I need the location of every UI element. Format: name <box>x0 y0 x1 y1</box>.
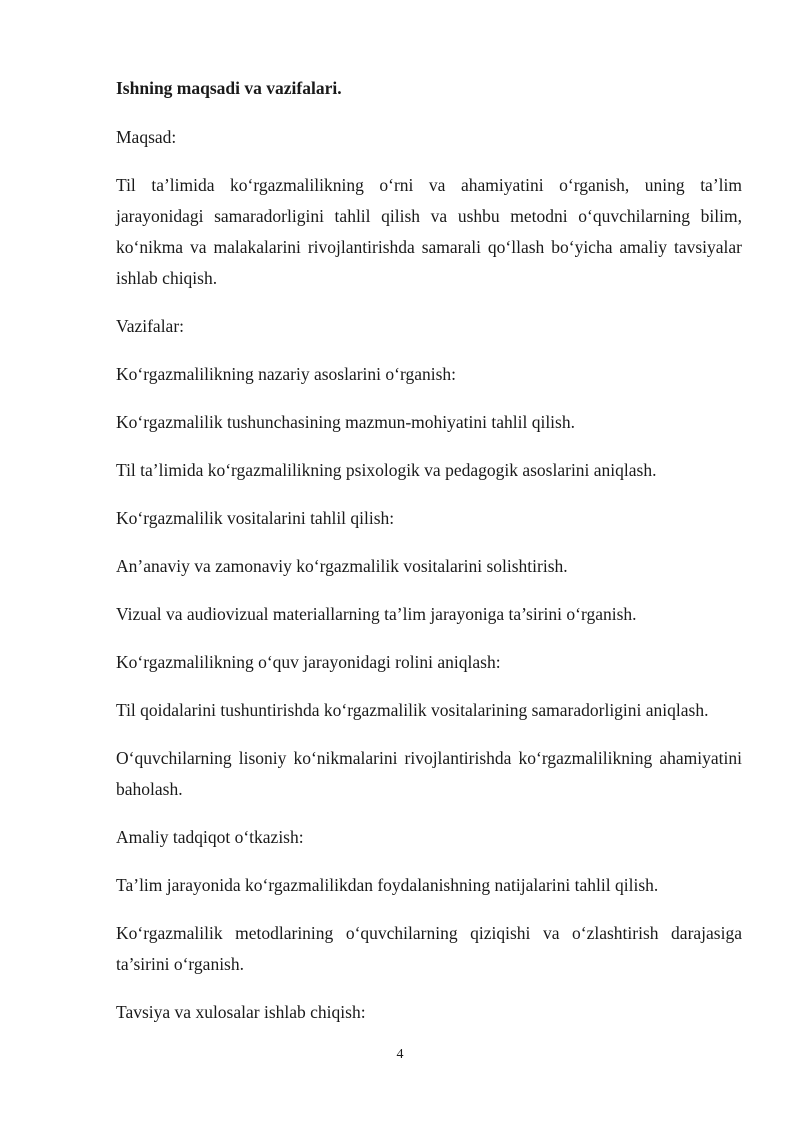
section-heading: Ishning maqsadi va vazifalari. <box>116 78 342 98</box>
paragraph-task-4-b: Ko‘rgazmalilik metodlarining o‘quvchilarning qiziqishi va o‘zlashtirish darajasiga ta’sirini o‘rganish. <box>116 923 742 974</box>
paragraph-task-2: Ko‘rgazmalilik vositalarini tahlil qilish: <box>116 508 395 528</box>
page-number: 4 <box>396 1047 404 1062</box>
paragraph-task-1: Ko‘rgazmalilikning nazariy asoslarini o‘rganish: <box>116 364 457 384</box>
paragraph-task-1-a: Ko‘rgazmalilik tushunchasining mazmun-mohiyatini tahlil qilish. <box>116 412 575 432</box>
paragraph-task-4: Amaliy tadqiqot o‘tkazish: <box>116 827 304 847</box>
paragraph-task-4-a: Ta’lim jarayonida ko‘rgazmalilikdan foydalanishning natijalarini tahlil qilish. <box>116 875 659 895</box>
paragraph-task-2-b: Vizual va audiovizual materiallarning ta’lim jarayoniga ta’sirini o‘rganish. <box>116 604 637 624</box>
paragraph-goal-label: Maqsad: <box>116 127 177 147</box>
paragraph-task-1-b: Til ta’limida ko‘rgazmalilikning psixologik va pedagogik asoslarini aniqlash. <box>116 460 657 480</box>
paragraph-tasks-label: Vazifalar: <box>116 316 185 336</box>
document-page <box>116 74 742 1045</box>
paragraph-task-2-a: An’anaviy va zamonaviy ko‘rgazmalilik vositalarini solishtirish. <box>116 556 568 576</box>
paragraph-task-3-a: Til qoidalarini tushuntirishda ko‘rgazmalilik vositalarining samaradorligini aniqlash. <box>116 700 709 720</box>
paragraph-task-3: Ko‘rgazmalilikning o‘quv jarayonidagi rolini aniqlash: <box>116 652 501 672</box>
paragraph-goal-text: Til ta’limida ko‘rgazmalilikning o‘rni va ahamiyatini o‘rganish, uning ta’lim jarayonidagi samaradorligini tahlil qilish va ushbu metodni o‘quvchilarning bilim, ko‘nikma va malakalarini rivojlantirishda samarali qo‘llash bo‘yicha amaliy tavsiyalar ishlab chiqish. <box>116 175 742 288</box>
paragraph-task-3-b: O‘quvchilarning lisoniy ko‘nikmalarini rivojlantirishda ko‘rgazmalilikning ahamiyatini baholash. <box>116 748 742 799</box>
paragraph-task-5: Tavsiya va xulosalar ishlab chiqish: <box>116 1002 366 1022</box>
